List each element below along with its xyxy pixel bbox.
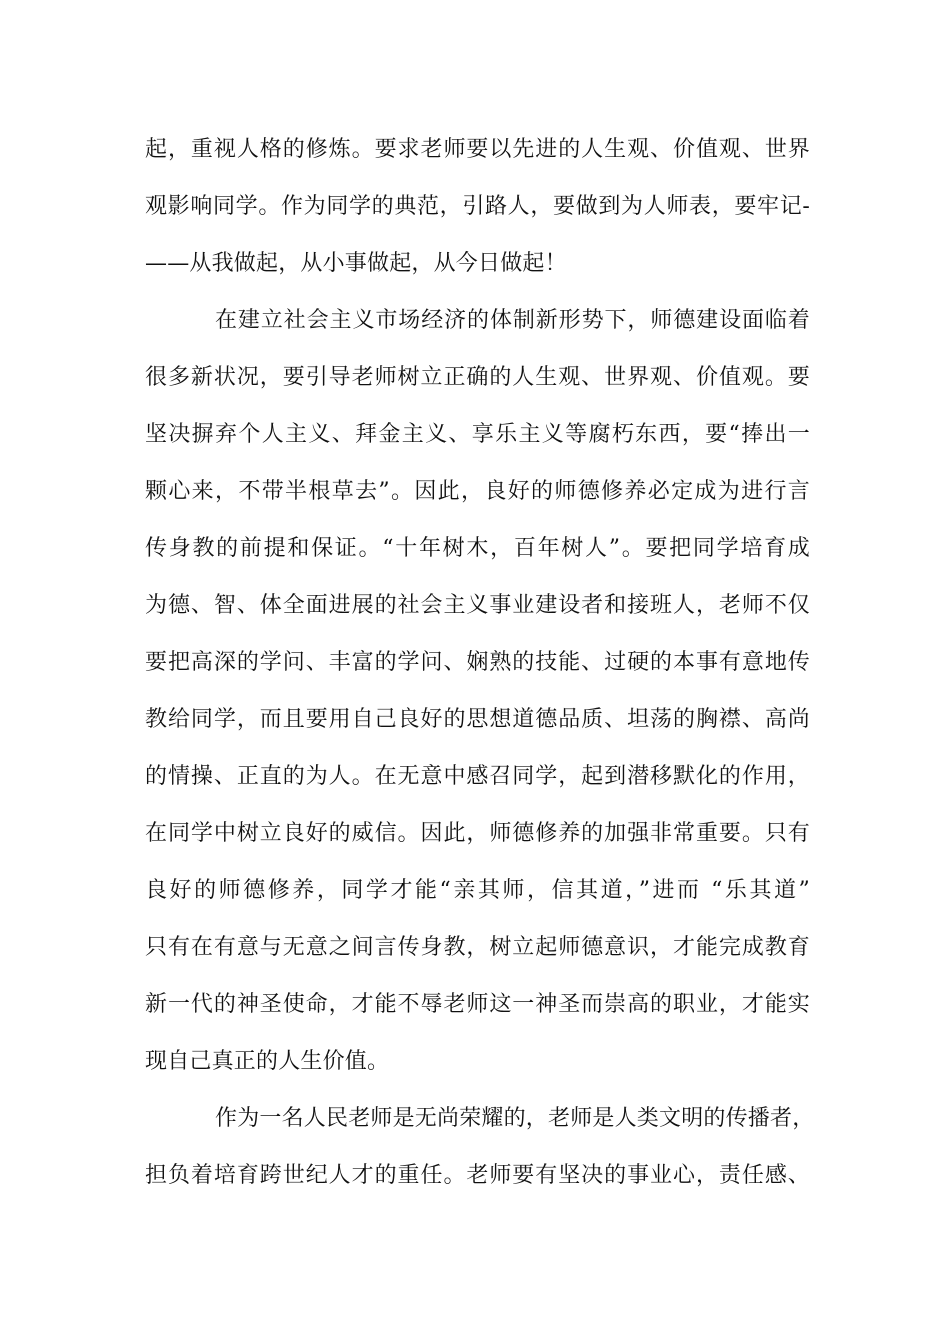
text-line: 良好的师德修养，同学才能“亲其师，信其道，”进而 “乐其道” — [145, 878, 810, 903]
paragraph-first-line: 在建立社会主义市场经济的体制新形势下，师德建设面临着 — [215, 308, 810, 333]
text-line: 为德、智、体全面进展的社会主义事业建设者和接班人，老师不仅 — [145, 593, 810, 618]
text-line: 颗心来，不带半根草去”。因此，良好的师德修养必定成为进行言 — [145, 479, 810, 504]
text-line: 起，重视人格的修炼。要求老师要以先进的人生观、价值观、世界 — [145, 137, 810, 162]
text-line: 担负着培育跨世纪人才的重任。老师要有坚决的事业心，责任感、 — [145, 1163, 810, 1188]
text-line: 观影响同学。作为同学的典范，引路人，要做到为人师表，要牢记- — [145, 194, 810, 219]
text-line: 坚决摒弃个人主义、拜金主义、享乐主义等腐朽东西，要“捧出一 — [145, 422, 810, 447]
text-line: 很多新状况，要引导老师树立正确的人生观、世界观、价值观。要 — [145, 365, 810, 390]
paragraph-first-line: 作为一名人民老师是无尚荣耀的，老师是人类文明的传播者， — [215, 1106, 815, 1131]
text-line: 要把高深的学问、丰富的学问、娴熟的技能、过硬的本事有意地传 — [145, 650, 810, 675]
text-line: 的情操、正直的为人。在无意中感召同学，起到潜移默化的作用， — [145, 764, 810, 789]
text-line: ——从我做起，从小事做起，从今日做起！ — [145, 251, 567, 276]
text-line: 在同学中树立良好的威信。因此，师德修养的加强非常重要。只有 — [145, 821, 810, 846]
text-line: 新一代的神圣使命，才能不辱老师这一神圣而崇高的职业，才能实 — [145, 992, 810, 1017]
text-line: 只有在有意与无意之间言传身教，树立起师德意识，才能完成教育 — [145, 935, 810, 960]
text-line: 传身教的前提和保证。“十年树木，百年树人”。要把同学培育成 — [145, 536, 810, 561]
text-line: 现自己真正的人生价值。 — [145, 1049, 390, 1074]
text-line: 教给同学，而且要用自己良好的思想道德品质、坦荡的胸襟、高尚 — [145, 707, 810, 732]
